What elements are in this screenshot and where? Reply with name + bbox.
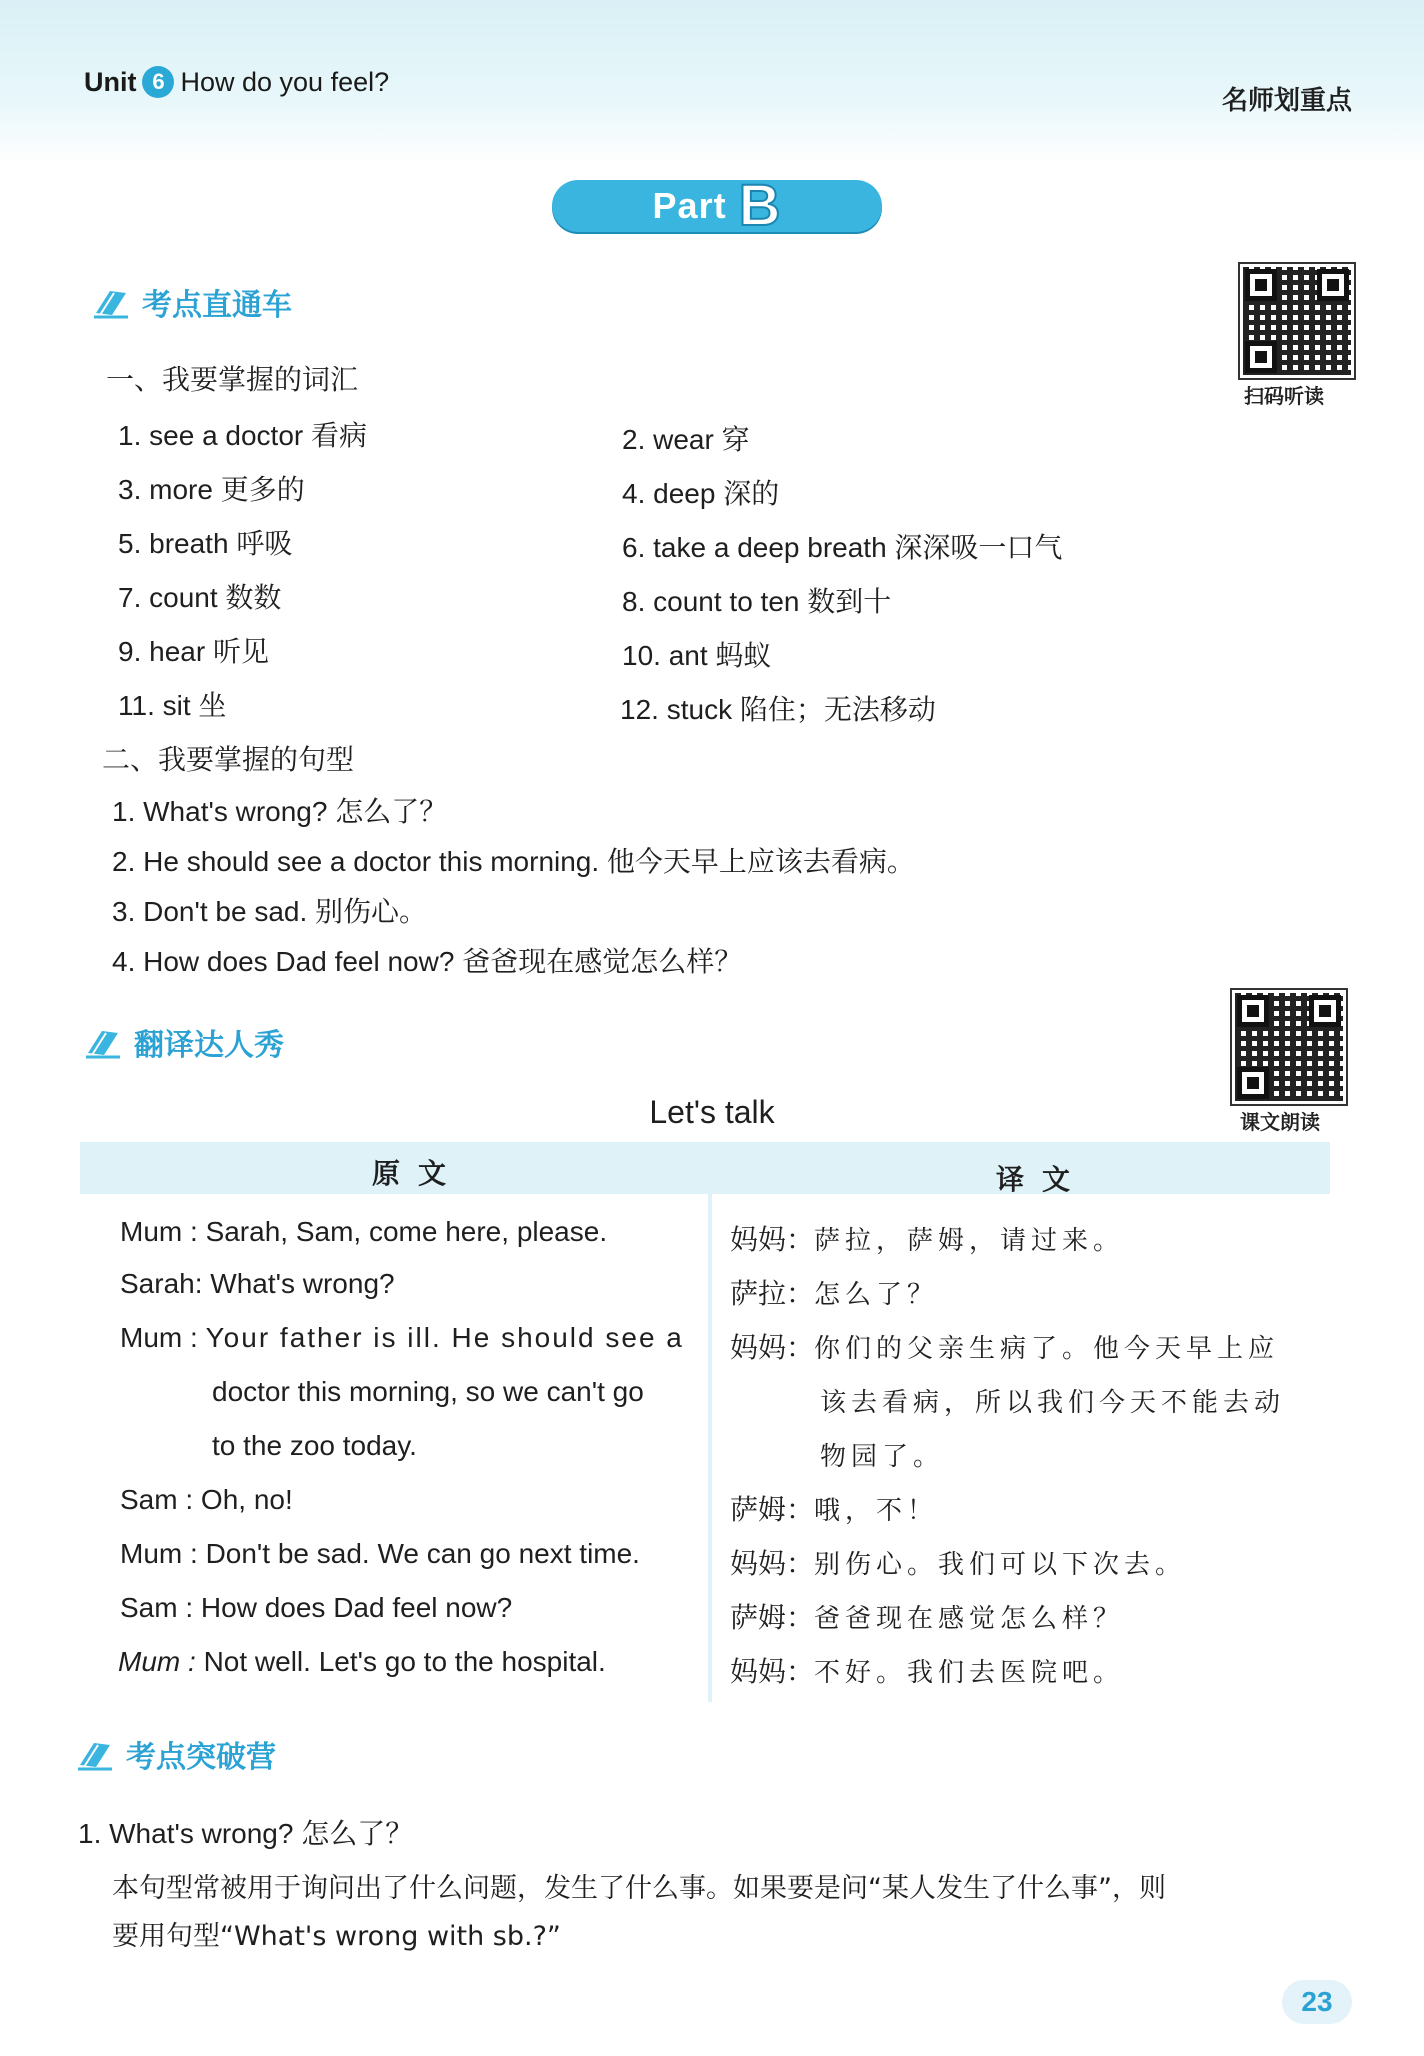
vocab-item-3: 3. more 更多的	[118, 474, 305, 505]
dialogue-zh-row: 萨姆：哦，不！	[730, 1493, 939, 1526]
dialogue-zh-row: 妈妈：不好。我们去医院吧。	[730, 1655, 1125, 1688]
section-kaodian-header	[92, 280, 292, 324]
page-number: 23	[1282, 1980, 1352, 2024]
dialogue-en-row: Mum : Not well. Let's go to the hospital.	[118, 1646, 606, 1677]
unit-number-badge: 6	[142, 66, 174, 98]
dialogue-zh-continuation: 物园了。	[820, 1442, 945, 1472]
section-title: 翻译达人秀	[134, 1028, 284, 1063]
col-original-header: 原文	[372, 1157, 465, 1190]
unit-title-text: How do you feel?	[180, 66, 390, 97]
explanation-line-2: 要用句型“What's wrong with sb.?”	[112, 1921, 561, 1952]
point-1: 1. What's wrong? 怎么了？	[78, 1818, 414, 1849]
qr-label-read: 课文朗读	[1240, 1110, 1320, 1134]
section-fanyi-header	[84, 1020, 284, 1064]
qr-code-listen[interactable]	[1240, 264, 1354, 378]
dialogue-en-continuation: doctor this morning, so we can't go	[212, 1376, 644, 1407]
vocab-item-9: 9. hear 听见	[118, 636, 269, 667]
qr-label-listen: 扫码听读	[1244, 384, 1324, 408]
dialogue-zh-row: 萨姆：爸爸现在感觉怎么样？	[730, 1601, 1125, 1634]
vocab-item-7: 7. count 数数	[118, 582, 282, 613]
vocab-item-5: 5. breath 呼吸	[118, 528, 293, 559]
part-banner	[552, 173, 882, 238]
unit-word: Unit	[84, 66, 137, 97]
sentence-4: 4. How does Dad feel now? 爸爸现在感觉怎么样？	[112, 946, 743, 977]
sentence-3: 3. Don't be sad. 别伤心。	[112, 896, 428, 927]
vocab-item-11: 11. sit 坐	[118, 690, 227, 721]
dialogue-en-row: Sarah: What's wrong?	[120, 1268, 395, 1299]
vocab-item-1: 1. see a doctor 看病	[118, 420, 368, 451]
dialogue-zh-row: 妈妈：萨拉，萨姆，请过来。	[730, 1223, 1125, 1256]
vocab-item-2: 2. wear 穿	[622, 424, 750, 455]
dialogue-en-row: Mum : Your father is ill. He should see a	[120, 1322, 684, 1353]
sentence-2: 2. He should see a doctor this morning. 他今天早上应该去看病。	[112, 846, 915, 877]
book-pen-icon	[76, 1737, 116, 1771]
dialogue-en-row: Sam : How does Dad feel now?	[120, 1592, 513, 1623]
talk-title: Let's talk	[649, 1094, 775, 1130]
brand-label: 名师划重点	[1221, 86, 1352, 116]
sentence-1: 1. What's wrong? 怎么了？	[112, 796, 448, 827]
dialogue-zh-row: 妈妈：你们的父亲生病了。他今天早上应	[730, 1331, 1280, 1364]
part-letter: B	[738, 173, 782, 238]
section-tupo-header	[76, 1732, 276, 1776]
vocab-heading: 一、我要掌握的词汇	[106, 363, 359, 396]
book-pen-icon	[92, 285, 132, 319]
dialogue-en-row: Mum : Don't be sad. We can go next time.	[120, 1538, 640, 1569]
dialogue-zh-continuation: 该去看病，所以我们今天不能去动	[820, 1388, 1286, 1418]
sentence-heading: 二、我要掌握的句型	[102, 743, 355, 776]
section-title: 考点突破营	[126, 1740, 276, 1775]
vocab-item-12: 12. stuck 陷住；无法移动	[620, 694, 936, 725]
vocab-item-6: 6. take a deep breath 深深吸一口气	[622, 532, 1063, 563]
qr-code-read[interactable]	[1232, 990, 1346, 1104]
part-word: Part	[652, 185, 727, 226]
book-pen-icon	[84, 1025, 124, 1059]
dialogue-table-header	[80, 1142, 1330, 1194]
explanation-line-1: 本句型常被用于询问出了什么问题，发生了什么事。如果要是问“某人发生了什么事”，则	[112, 1873, 1166, 1904]
col-translation-header: 译文	[996, 1163, 1089, 1196]
section-title: 考点直通车	[142, 288, 292, 323]
dialogue-zh-row: 萨拉：怎么了？	[730, 1277, 939, 1310]
dialogue-en-continuation: to the zoo today.	[212, 1430, 417, 1461]
unit-title	[84, 66, 389, 98]
dialogue-en-row: Sam : Oh, no!	[120, 1484, 293, 1515]
vocab-item-8: 8. count to ten 数到十	[622, 586, 892, 617]
column-divider	[708, 1142, 712, 1702]
dialogue-zh-row: 妈妈：别伤心。我们可以下次去。	[730, 1547, 1187, 1580]
vocab-item-10: 10. ant 蚂蚁	[622, 640, 772, 671]
dialogue-en-row: Mum : Sarah, Sam, come here, please.	[120, 1216, 608, 1247]
vocab-item-4: 4. deep 深的	[622, 478, 780, 509]
